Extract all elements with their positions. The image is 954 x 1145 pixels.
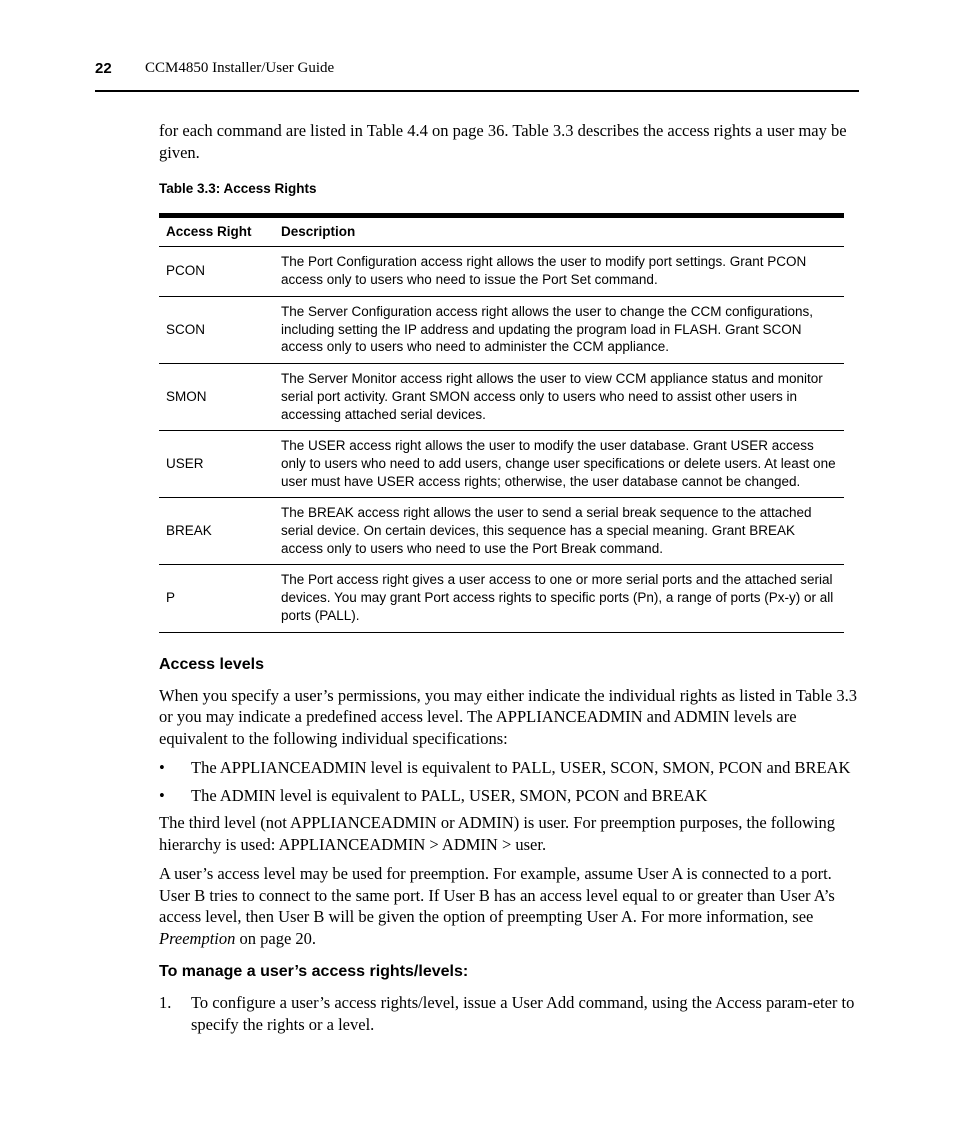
access-right-cell: BREAK — [159, 498, 274, 565]
table-caption: Table 3.3: Access Rights — [159, 181, 317, 196]
description-cell: The Port access right gives a user access to one or more serial ports and the attached serial devices. You may grant Port access rights to specific ports (Pn), a range of ports (Px-y) or all ports (PALL). — [274, 565, 844, 632]
description-cell: The Port Configuration access right allows the user to modify port settings. Grant PCON access only to users who need to issue the Port Set command. — [274, 247, 844, 297]
access-right-cell: SCON — [159, 297, 274, 364]
preemption-text: A user’s access level may be used for preemption. For example, assume User A is connected to a port. User B tries to connect to the same port. If User B has an access level equal to or greater than User A’s access level, then User B will be given the option of preempting User A. For more information, see — [159, 864, 835, 927]
access-level-list — [159, 757, 859, 806]
step-number: 1. — [159, 993, 172, 1013]
list-item — [159, 992, 859, 1035]
table-row — [159, 297, 844, 364]
description-cell: The USER access right allows the user to modify the user database. Grant USER access only to users who need to add users, change user specifications or delete users. At least one user must have USER access rights; otherwise, the user database cannot be changed. — [274, 431, 844, 498]
preemption-reference: Preemption — [159, 928, 236, 948]
access-rights-table — [159, 213, 844, 633]
list-item — [159, 757, 859, 779]
table-row — [159, 431, 844, 498]
table-row — [159, 364, 844, 431]
list-item-text: The ADMIN level is equivalent to PALL, USER, SMON, PCON and BREAK — [191, 785, 708, 805]
hierarchy-paragraph: The third level (not APPLIANCEADMIN or ADMIN) is user. For preemption purposes, the following hierarchy is used: APPLIANCEADMIN > ADMIN > user. — [159, 813, 835, 854]
page-content — [159, 120, 859, 1041]
access-levels-paragraph: When you specify a user’s permissions, you may either indicate the individual rights as listed in Table 3.3 or you may indicate a predefined access level. The APPLIANCEADMIN and ADMIN levels are equivalent to the following individual specifications: — [159, 685, 857, 748]
access-right-cell: USER — [159, 431, 274, 498]
column-header-access-right: Access Right — [159, 216, 274, 247]
procedure-heading: To manage a user’s access rights/levels: — [159, 963, 469, 981]
access-right-cell: P — [159, 565, 274, 632]
table-row — [159, 247, 844, 297]
access-right-cell: PCON — [159, 247, 274, 297]
description-cell: The BREAK access right allows the user to send a serial break sequence to the attached serial device. On certain devices, this sequence has a special meaning. Grant BREAK access only to users who need to use the Port Break command. — [274, 498, 844, 565]
guide-title: CCM4850 Installer/User Guide — [145, 60, 335, 76]
description-cell: The Server Monitor access right allows the user to view CCM appliance status and monitor serial port activity. Grant SMON access only to users who need to assist other users in accessing attached serial devices. — [274, 364, 844, 431]
page-number: 22 — [95, 60, 112, 77]
table-row — [159, 498, 844, 565]
bullet-icon: • — [159, 785, 165, 805]
step-text: To configure a user’s access rights/level, issue a User Add command, using the Access param-eter to specify the rights or a level. — [191, 993, 855, 1034]
bullet-icon: • — [159, 758, 165, 778]
intro-paragraph: for each command are listed in Table 4.4 on page 36. Table 3.3 describes the access rights a user may be given. — [159, 121, 847, 162]
preemption-paragraph — [159, 863, 859, 949]
table-row — [159, 565, 844, 632]
column-header-description: Description — [274, 216, 844, 247]
access-right-cell: SMON — [159, 364, 274, 431]
preemption-page-ref: on page 20. — [235, 928, 317, 948]
description-cell: The Server Configuration access right allows the user to change the CCM configurations, including setting the IP address and updating the program load in FLASH. Grant SCON access only to users who need to administer the CCM appliance. — [274, 297, 844, 364]
page-header — [95, 58, 859, 92]
procedure-steps — [159, 992, 859, 1035]
access-levels-heading: Access levels — [159, 655, 264, 673]
table-header-row — [159, 216, 844, 247]
list-item — [159, 785, 859, 807]
list-item-text: The APPLIANCEADMIN level is equivalent to PALL, USER, SCON, SMON, PCON and BREAK — [191, 758, 851, 778]
